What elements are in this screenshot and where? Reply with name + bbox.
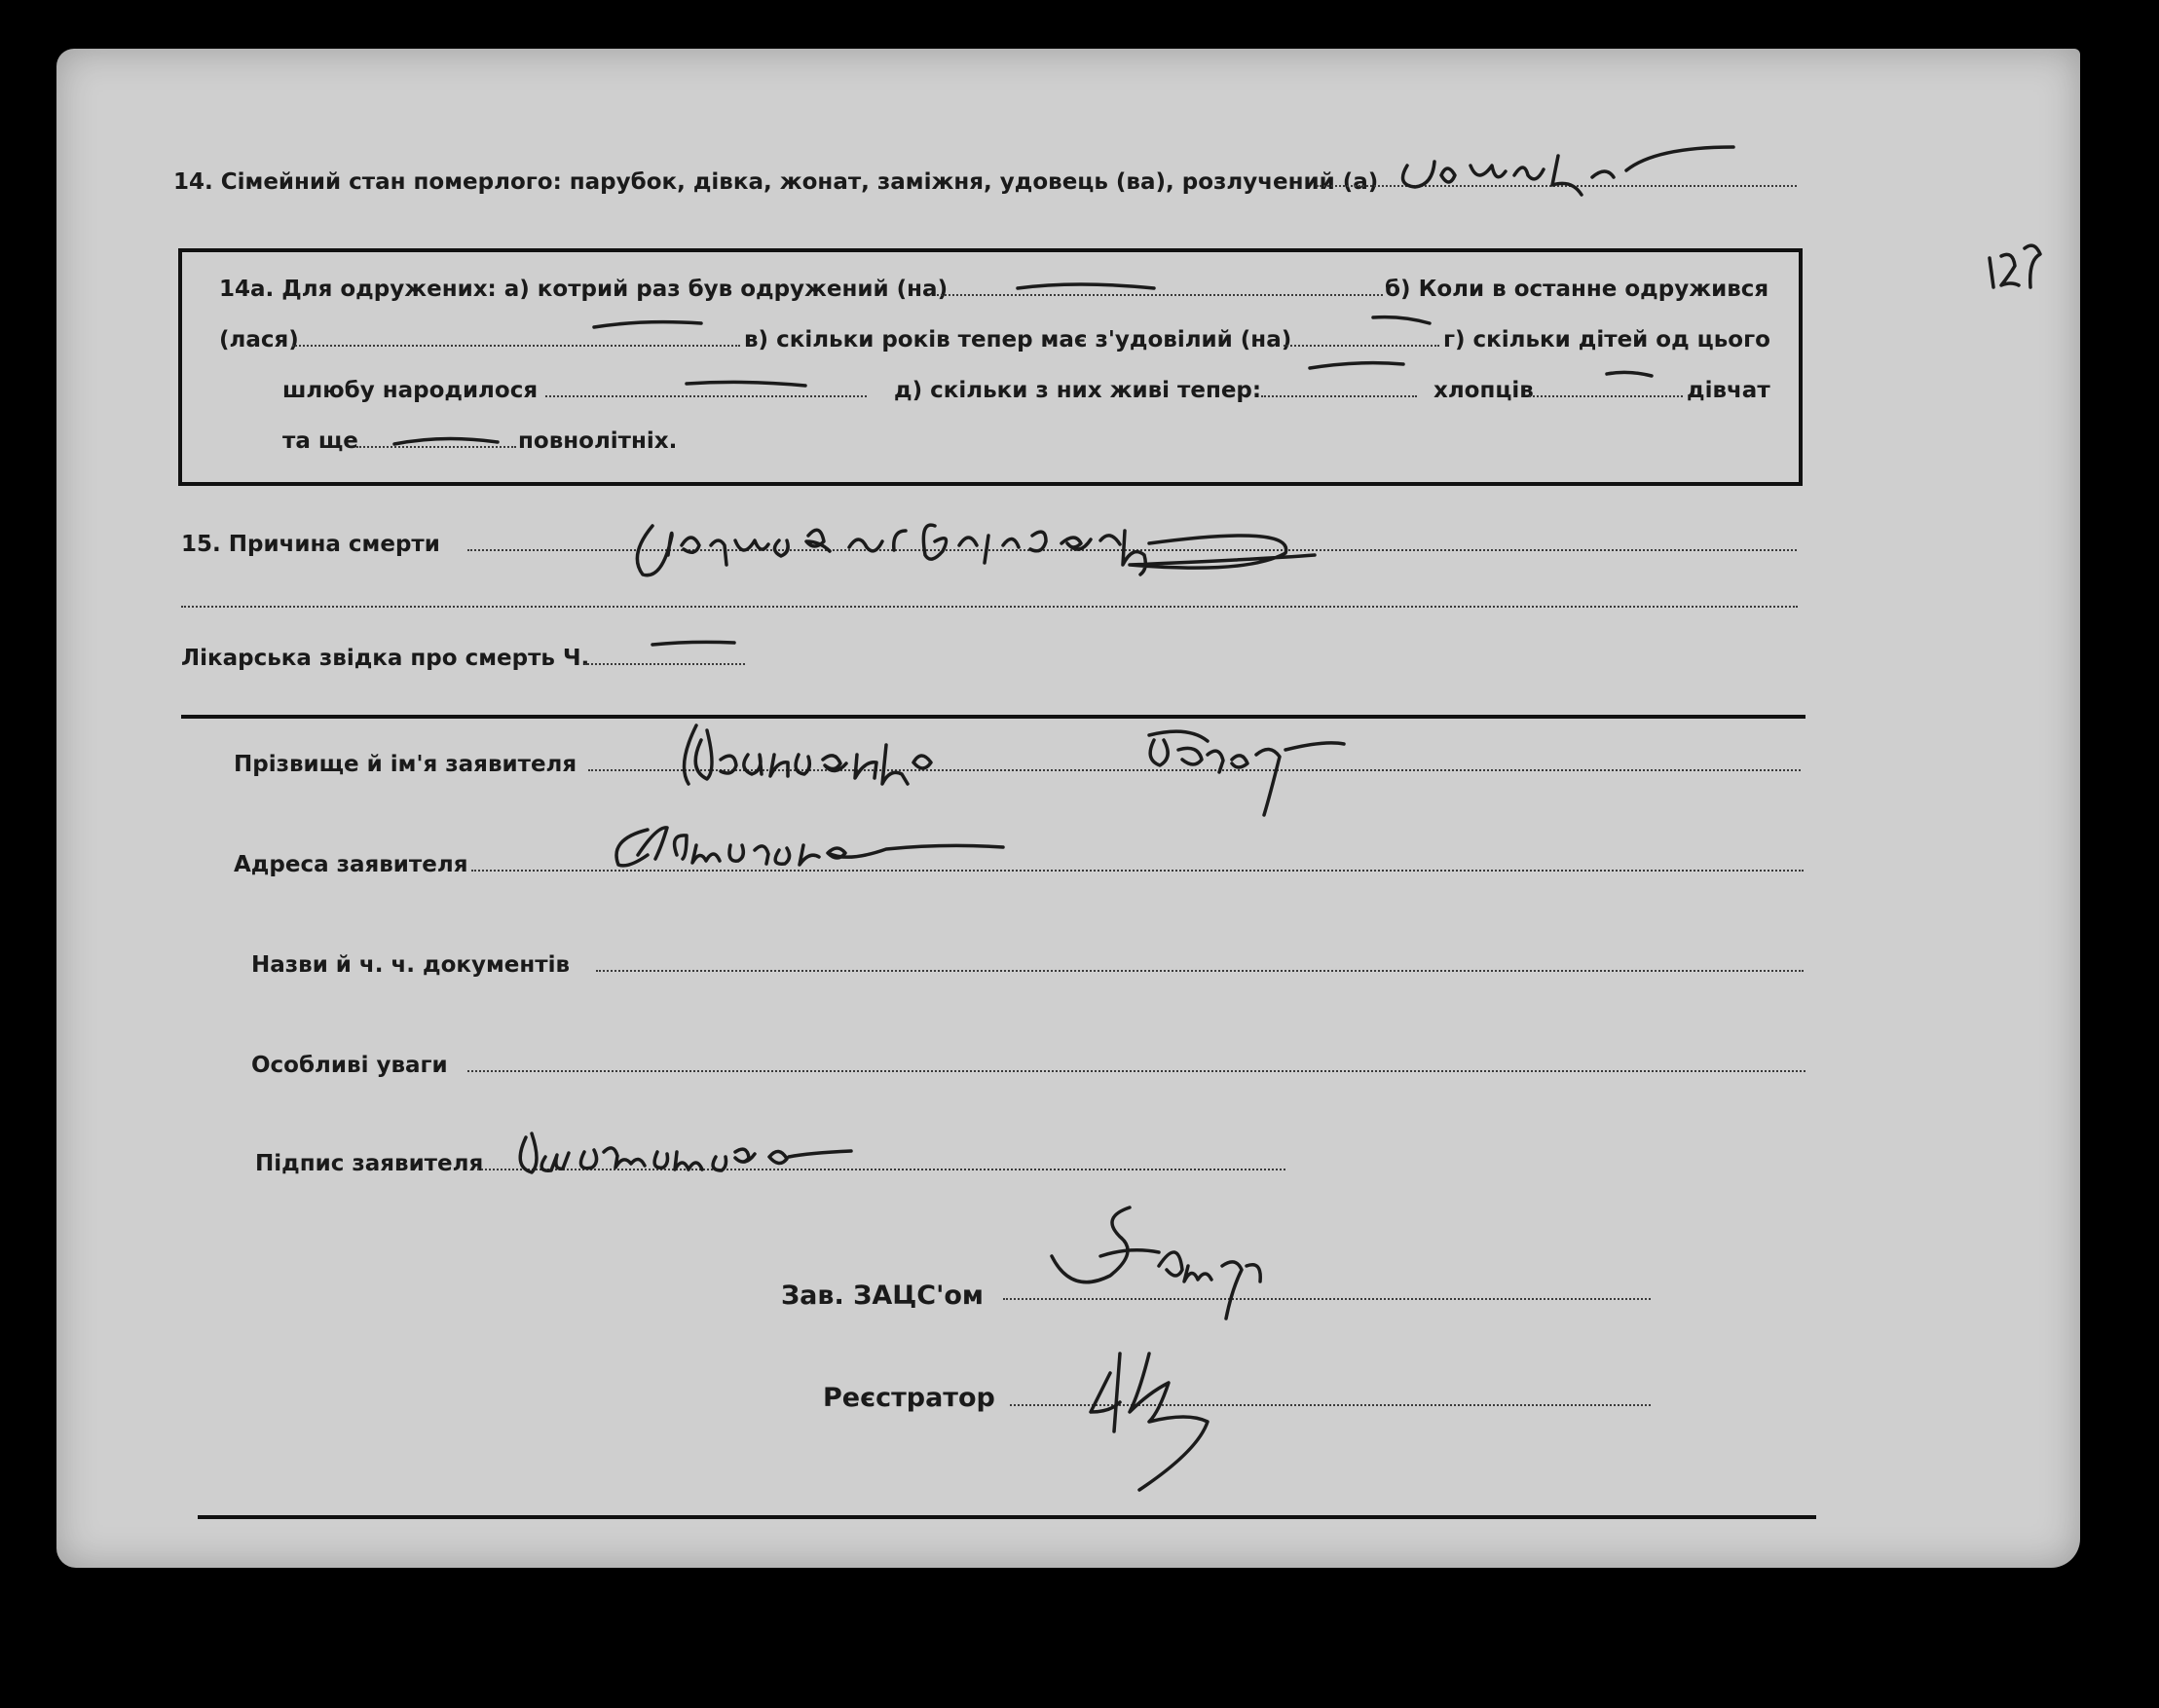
signature-label: Підпис заявителя [255, 1151, 484, 1176]
q14a-line2-dots-b [1284, 345, 1439, 347]
q14a-line3-b: д) скільки з них живі тепер: [894, 378, 1262, 403]
q14a-line3-a: шлюбу народилося [282, 378, 539, 403]
registrar-signature [1071, 1334, 1266, 1509]
documents-line [596, 970, 1804, 972]
applicant-name-handwriting [662, 706, 1354, 803]
q14a-dash-4 [682, 374, 818, 393]
q14a-dash-1 [1013, 277, 1169, 296]
q14a-dash-7 [390, 432, 506, 452]
medical-dash [648, 635, 745, 654]
q14a-dash-2 [584, 316, 711, 335]
q14a-line4-b: повнолітніх. [518, 428, 678, 454]
head-of-registry-signature [1052, 1198, 1285, 1344]
q14a-line3-dots-c [1529, 395, 1683, 397]
medical-certificate-label: Лікарська звідка про смерть Ч. [181, 646, 590, 671]
medical-certificate-line [584, 663, 745, 665]
q14a-line2-c: г) скільки дітей од цього [1443, 327, 1770, 353]
registrar-label: Реєстратор [823, 1383, 995, 1413]
signature-handwriting [506, 1118, 867, 1186]
q14a-line3-c: хлопців [1433, 378, 1534, 403]
q14a-line2-b: в) скільки років тепер має з'удовілий (на) [744, 327, 1292, 353]
remarks-label: Особливі уваги [251, 1053, 448, 1078]
q14a-dash-5 [1305, 356, 1412, 376]
q14a-line4-a: та ще [282, 428, 358, 454]
margin-number-handwriting [1982, 219, 2050, 307]
q14-label: 14. Сімейний стан померлого: парубок, дівка, жонат, заміжня, удовець (ва), розлучений (а) [173, 169, 1379, 195]
q14a-line3-d: дівчат [1687, 378, 1770, 403]
q14a-line1-b: б) Коли в останне одружився [1385, 277, 1769, 302]
applicant-name-label: Прізвище й ім'я заявителя [234, 752, 577, 777]
documents-label: Назви й ч. ч. документів [251, 952, 571, 978]
q15-label: 15. Причина смерти [181, 532, 440, 557]
applicant-address-handwriting [609, 816, 1076, 874]
q14a-dash-3 [1368, 310, 1436, 329]
q14a-line3-dots-a [545, 395, 867, 397]
q14a-line1-a: 14а. Для одружених: а) котрий раз був одружений (на) [219, 277, 949, 302]
q15-answer-handwriting [623, 487, 1324, 584]
q14-answer-handwriting [1388, 136, 1738, 204]
q14a-line2-a: (лася) [219, 327, 299, 353]
q15-answer-line-2 [181, 606, 1798, 608]
head-of-registry-label: Зав. ЗАЦС'ом [781, 1281, 984, 1311]
remarks-line [467, 1070, 1805, 1072]
q14a-dash-6 [1602, 364, 1660, 384]
q14a-line3-dots-b [1261, 395, 1417, 397]
bottom-rule [198, 1515, 1816, 1519]
applicant-address-label: Адреса заявителя [234, 852, 468, 877]
q14a-line2-dots-a [292, 345, 740, 347]
